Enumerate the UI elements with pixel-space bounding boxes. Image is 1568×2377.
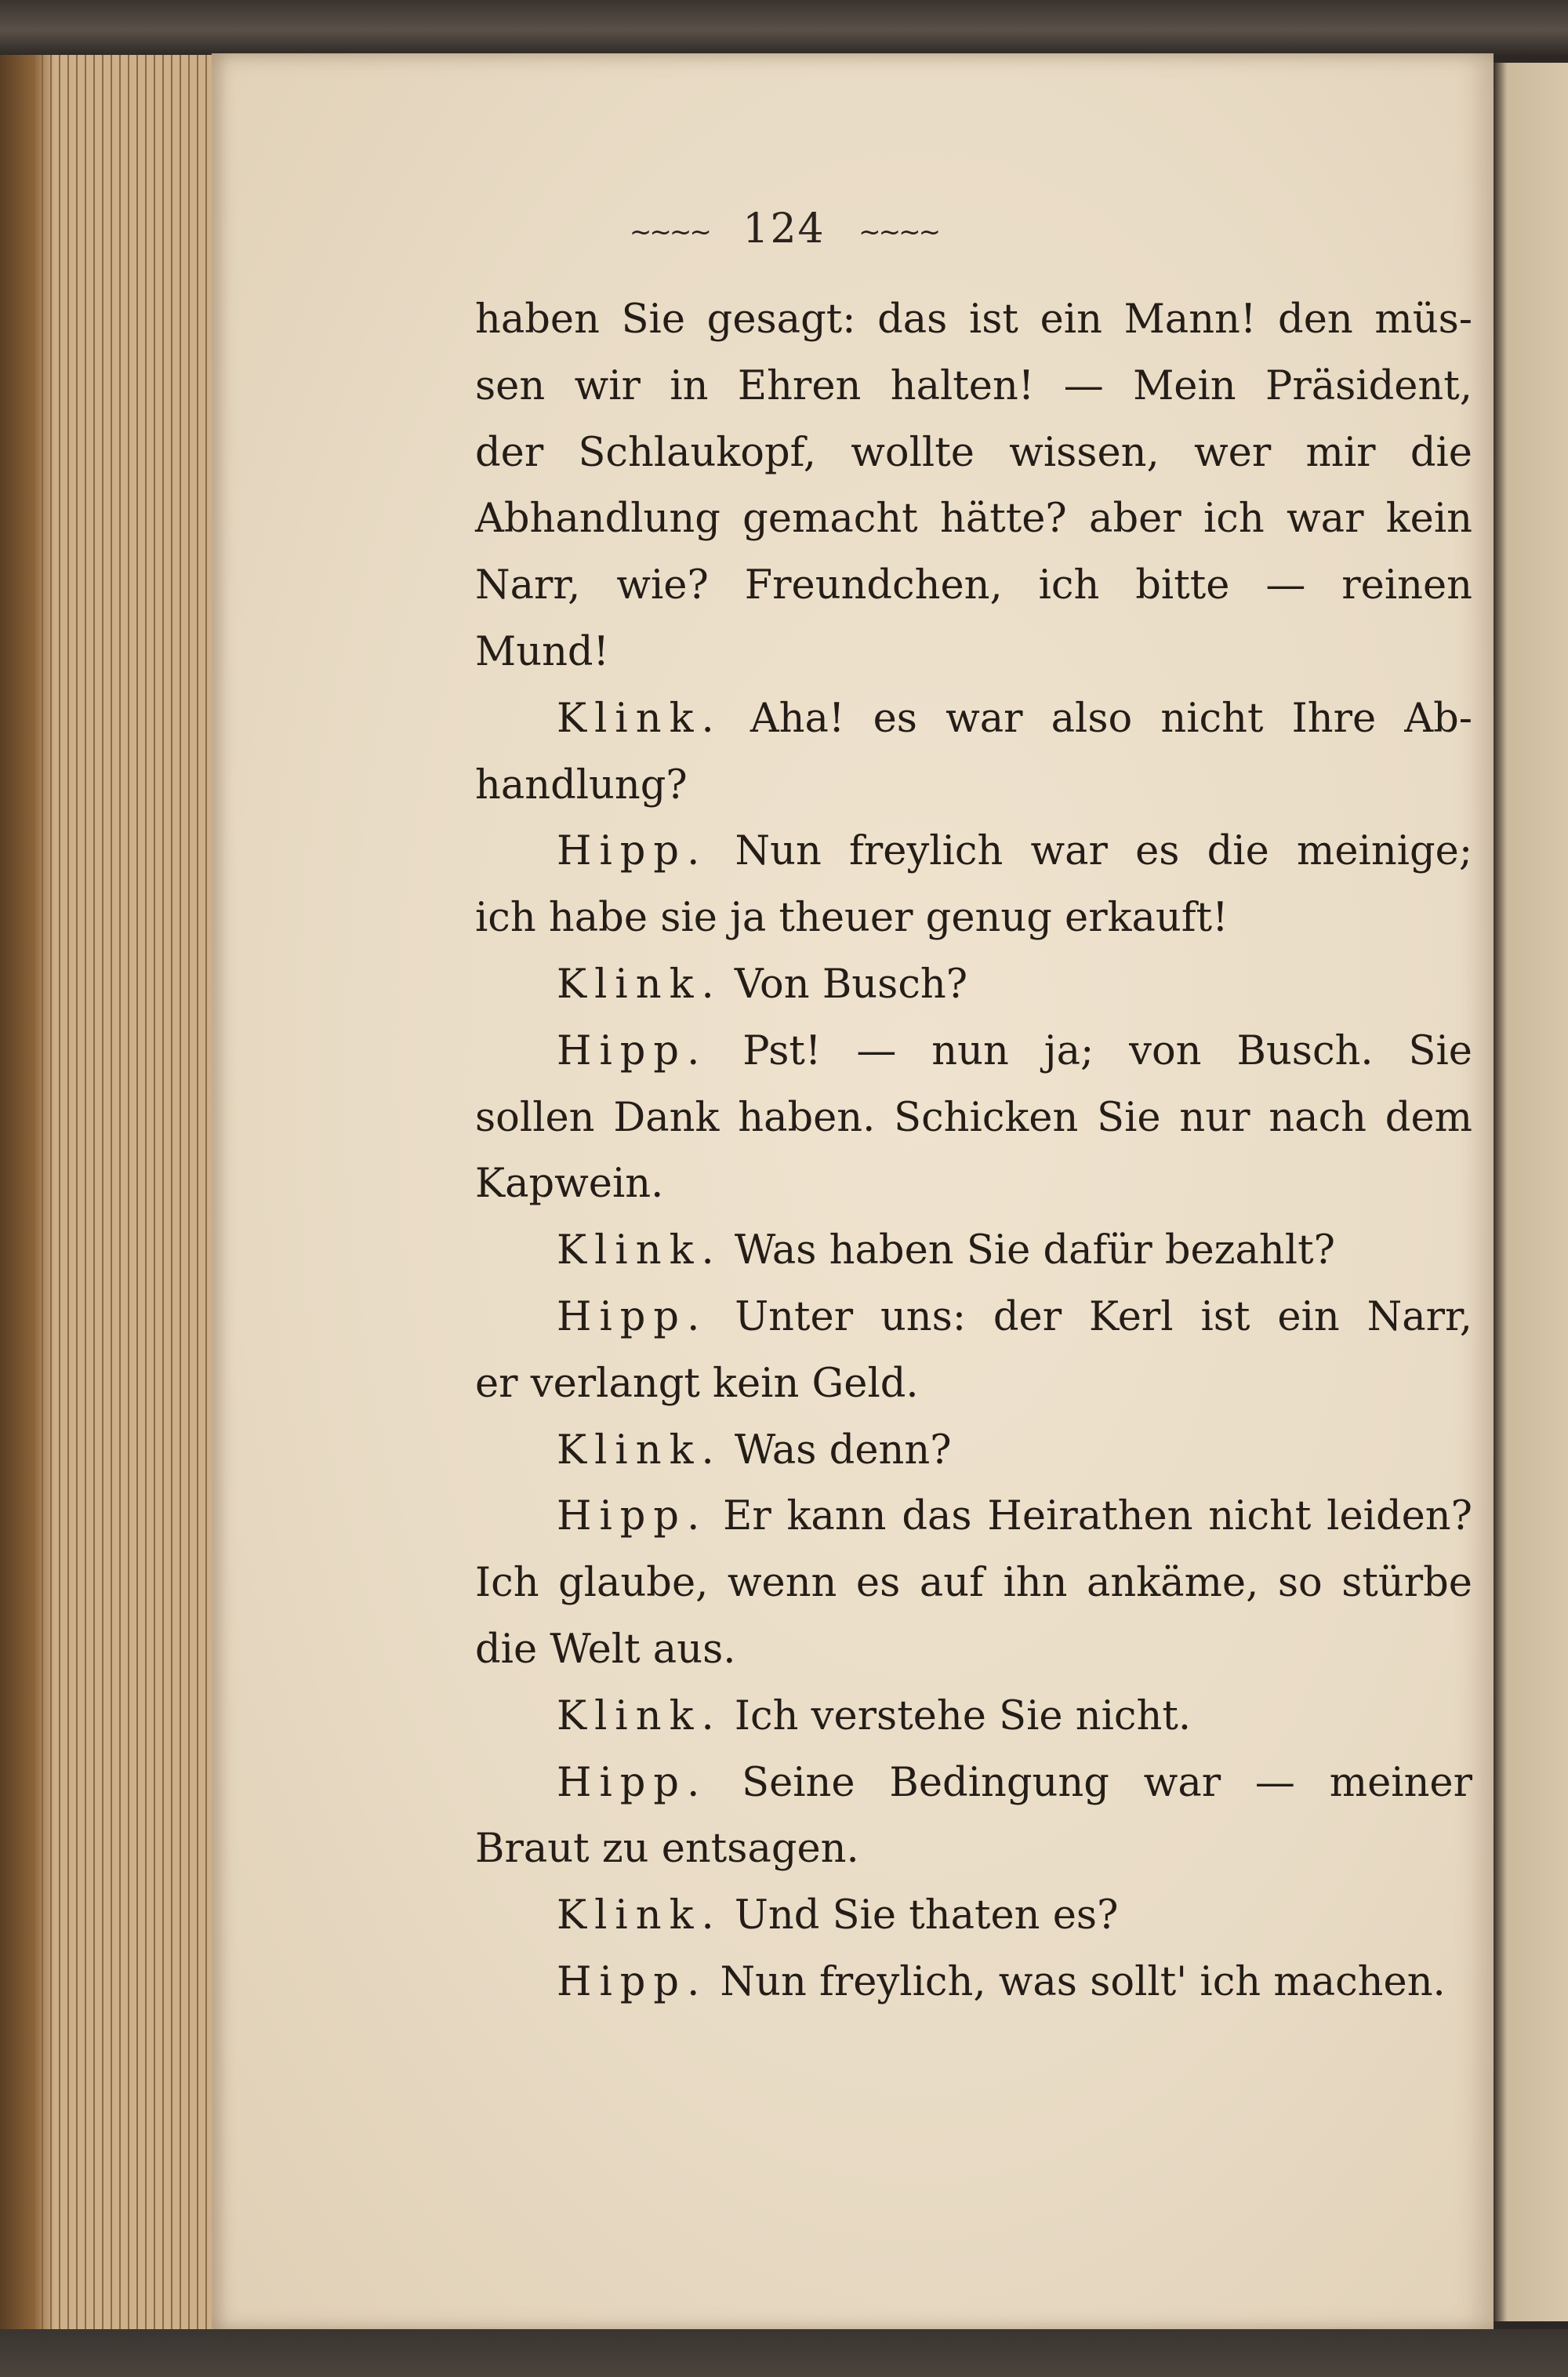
speech-text: Pst! — nun ja; von Busch. Sie xyxy=(742,1027,1472,1074)
text-line xyxy=(475,1085,1472,1152)
line-text: ich habe sie ja theuer genug erkauft! xyxy=(475,895,1229,942)
text-line xyxy=(475,486,1472,553)
speaker-name: Hipp. xyxy=(557,1493,708,1540)
text-line xyxy=(475,1617,1472,1684)
text-line xyxy=(475,686,1472,753)
speech-text: Unter uns: der Kerl ist ein Narr, xyxy=(735,1293,1472,1340)
page-edges-shadow xyxy=(0,55,55,2329)
line-text: der Schlaukopf, wollte wissen, wer mir die xyxy=(475,429,1472,476)
text-line xyxy=(475,1883,1472,1950)
speech-text: Nun freylich war es die meinige; xyxy=(735,828,1473,875)
text-line xyxy=(475,420,1472,487)
book-binding-bottom xyxy=(0,2329,1568,2377)
text-line xyxy=(475,1816,1472,1883)
text-line xyxy=(475,885,1472,952)
page-text-body xyxy=(475,287,1472,2016)
speaker-name: Klink. xyxy=(557,1892,722,1939)
line-text: die Welt aus. xyxy=(475,1626,736,1673)
page-number: 124 xyxy=(742,205,826,253)
text-line xyxy=(475,1550,1472,1617)
text-line xyxy=(475,1151,1472,1218)
ornament-left: ~~~~ xyxy=(629,216,710,248)
text-line xyxy=(475,1019,1472,1085)
text-line xyxy=(475,287,1472,354)
speaker-name: Hipp. xyxy=(557,1759,708,1806)
adjacent-page-edge xyxy=(1494,63,1568,2321)
text-line xyxy=(475,1750,1472,1817)
line-text: Narr, wie? Freundchen, ich bitte — reinen xyxy=(475,562,1472,609)
text-line xyxy=(475,952,1472,1019)
page-header xyxy=(0,205,1568,253)
speaker-name: Klink. xyxy=(557,1227,722,1274)
line-text: sen wir in Ehren halten! — Mein Präsident, xyxy=(475,362,1472,409)
line-text: er verlangt kein Geld. xyxy=(475,1360,919,1407)
ornament-right: ~~~~ xyxy=(858,216,939,248)
line-text: handlung? xyxy=(475,761,688,809)
text-line xyxy=(475,1418,1472,1485)
speaker-name: Hipp. xyxy=(557,1293,708,1340)
speaker-name: Klink. xyxy=(557,695,722,742)
speech-text: Aha! es war also nicht Ihre Ab- xyxy=(750,695,1472,742)
speaker-name: Klink. xyxy=(557,1692,722,1739)
line-text: Braut zu entsagen. xyxy=(475,1826,859,1873)
speech-text: Von Busch? xyxy=(734,961,968,1008)
speech-text: Nun freylich, was sollt' ich machen. xyxy=(720,1958,1446,2005)
line-text: haben Sie gesagt: das ist ein Mann! den müs- xyxy=(475,296,1472,343)
text-line xyxy=(475,1950,1472,2016)
line-text: Abhandlung gemacht hätte? aber ich war kein xyxy=(475,496,1472,543)
text-line xyxy=(475,1351,1472,1418)
line-text: Mund! xyxy=(475,628,610,675)
text-line xyxy=(475,1285,1472,1351)
line-text: Ich glaube, wenn es auf ihn ankäme, so stürbe xyxy=(475,1560,1472,1607)
speaker-name: Hipp. xyxy=(557,828,708,875)
speaker-name: Hipp. xyxy=(557,1958,708,2005)
text-line xyxy=(475,1484,1472,1550)
speech-text: Ich verstehe Sie nicht. xyxy=(734,1692,1192,1739)
text-line xyxy=(475,1684,1472,1750)
speech-text: Was haben Sie dafür bezahlt? xyxy=(734,1227,1335,1274)
text-line xyxy=(475,553,1472,620)
speech-text: Seine Bedingung war — meiner xyxy=(742,1759,1472,1806)
speech-text: Er kann das Heirathen nicht leiden? xyxy=(723,1493,1472,1540)
speaker-name: Klink. xyxy=(557,961,722,1008)
text-line xyxy=(475,753,1472,820)
line-text: Kapwein. xyxy=(475,1161,664,1208)
speech-text: Was denn? xyxy=(734,1427,952,1474)
text-line xyxy=(475,819,1472,885)
line-text: sollen Dank haben. Schicken Sie nur nach dem xyxy=(475,1094,1472,1141)
speech-text: Und Sie thaten es? xyxy=(734,1892,1119,1939)
text-line xyxy=(475,620,1472,686)
text-line xyxy=(475,354,1472,420)
speaker-name: Hipp. xyxy=(557,1027,708,1074)
book-binding-top xyxy=(0,0,1568,55)
speaker-name: Klink. xyxy=(557,1427,722,1474)
text-line xyxy=(475,1218,1472,1285)
